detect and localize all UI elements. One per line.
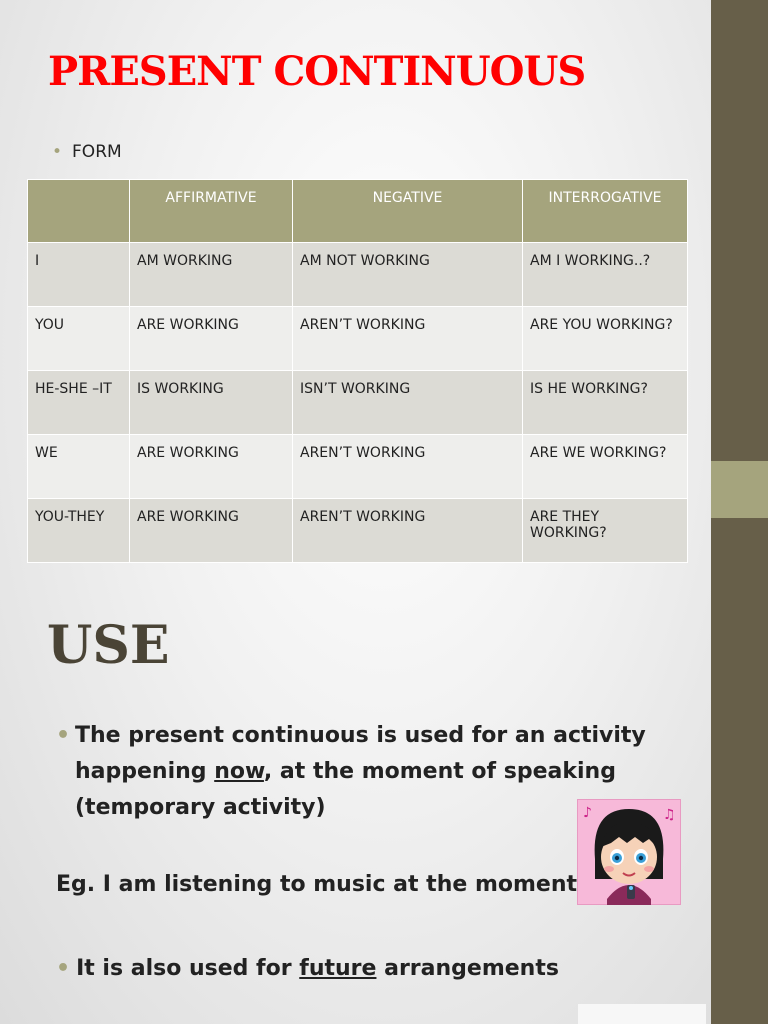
pronoun-cell: YOU <box>28 307 130 371</box>
pronoun-cell: WE <box>28 435 130 499</box>
underlined-word: future <box>299 956 377 981</box>
sidebar-accent-block <box>711 461 768 518</box>
table-header-row <box>28 180 688 243</box>
girl-listening-music-illustration <box>577 799 681 905</box>
form-bullet <box>52 142 122 162</box>
interrogative-cell: ARE THEY WORKING? <box>523 499 688 563</box>
interrogative-cell: IS HE WORKING? <box>523 371 688 435</box>
use-heading: USE <box>47 615 170 676</box>
use-bullet-2 <box>56 956 559 981</box>
table-row <box>28 243 688 307</box>
affirmative-cell: ARE WORKING <box>130 435 293 499</box>
underlined-word: now <box>214 759 264 784</box>
bottom-image-edge <box>578 1004 706 1024</box>
interrogative-cell: ARE WE WORKING? <box>523 435 688 499</box>
table-row <box>28 435 688 499</box>
table-row <box>28 499 688 563</box>
slide-title: PRESENT CONTINUOUS <box>48 48 586 95</box>
negative-cell: AREN’T WORKING <box>293 307 523 371</box>
text-segment: arrangements <box>376 956 559 981</box>
affirmative-cell: IS WORKING <box>130 371 293 435</box>
negative-cell: AREN’T WORKING <box>293 499 523 563</box>
interrogative-cell: ARE YOU WORKING? <box>523 307 688 371</box>
text-segment: It is also used for <box>76 956 300 981</box>
affirmative-cell: ARE WORKING <box>130 499 293 563</box>
form-label: FORM <box>72 142 122 162</box>
negative-cell: AREN’T WORKING <box>293 435 523 499</box>
bullet-icon: • <box>52 142 63 162</box>
text-segment: , at the moment of speaking (temporary activity) <box>75 759 616 820</box>
bullet-icon: • <box>56 723 71 748</box>
negative-cell: AM NOT WORKING <box>293 243 523 307</box>
interrogative-cell: AM I WORKING..? <box>523 243 688 307</box>
affirmative-cell: ARE WORKING <box>130 307 293 371</box>
bullet-icon: • <box>56 956 71 981</box>
affirmative-cell: AM WORKING <box>130 243 293 307</box>
header-negative: NEGATIVE <box>293 180 523 243</box>
header-interrogative: INTERROGATIVE <box>523 180 688 243</box>
conjugation-table <box>27 179 688 563</box>
text-segment: The present continuous is used for an activity happening <box>75 723 646 784</box>
svg-text:♪: ♪ <box>583 805 592 821</box>
example-sentence: Eg. I am listening to music at the moment <box>56 872 578 897</box>
use-bullet-1 <box>56 718 646 826</box>
header-cell <box>28 180 130 243</box>
pronoun-cell: YOU-THEY <box>28 499 130 563</box>
table-row <box>28 371 688 435</box>
table-row <box>28 307 688 371</box>
pronoun-cell: HE-SHE –IT <box>28 371 130 435</box>
header-affirmative: AFFIRMATIVE <box>130 180 293 243</box>
use-bullet-1-text <box>75 718 646 826</box>
negative-cell: ISN’T WORKING <box>293 371 523 435</box>
svg-text:♫: ♫ <box>663 807 676 823</box>
pronoun-cell: I <box>28 243 130 307</box>
